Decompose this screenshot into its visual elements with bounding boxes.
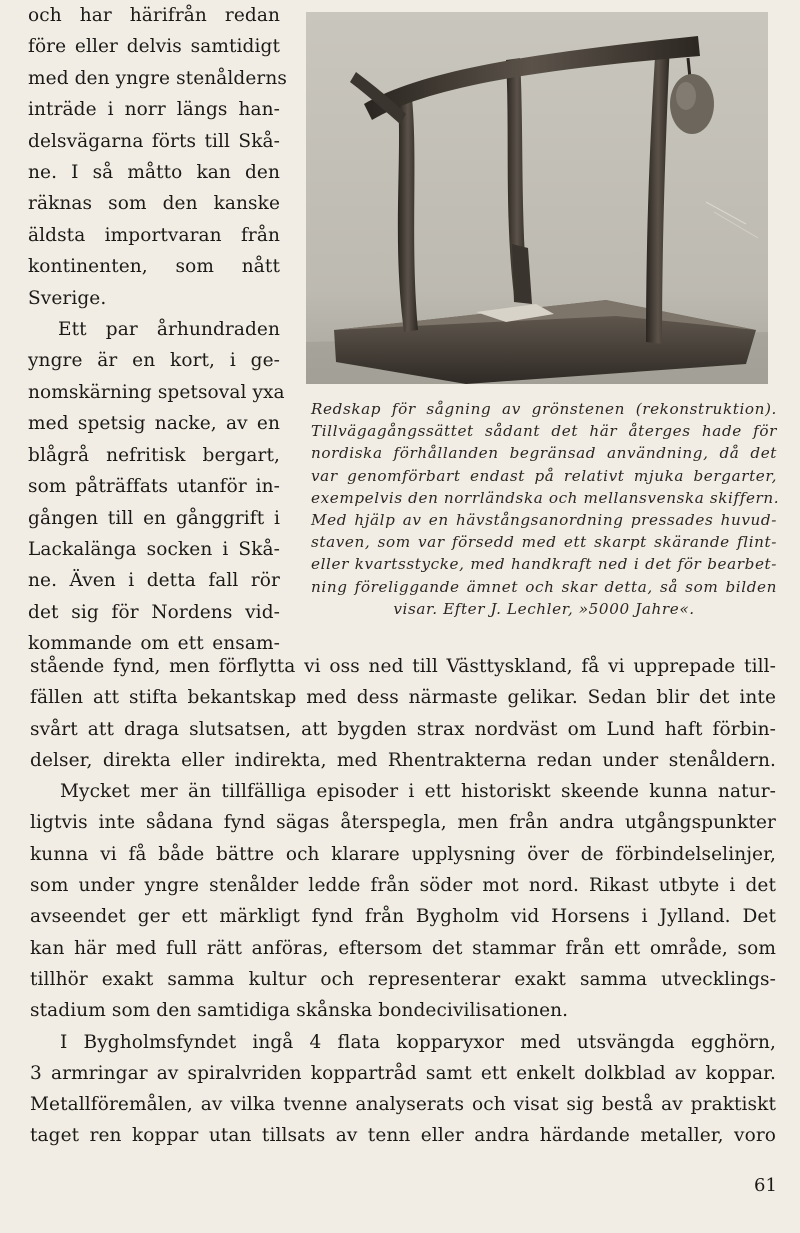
text-line: som under yngre stenålder ledde från söder mot nord. Rikast utbyte i det — [30, 875, 776, 897]
text-line: blågrå nefritisk bergart, — [28, 444, 280, 466]
text-line: 3 armringar av spiralvriden koppartråd samt ett enkelt dolkblad av koppar. — [30, 1062, 776, 1084]
text-line: Mycket mer än tillfälliga episoder i ett historiskt skeende kunna natur- — [60, 781, 776, 803]
caption-line: staven, som var försedd med ett skarpt skärande flint- — [311, 533, 777, 552]
text-line: ligtvis inte sådana fynd sägas återspegla, men från andra utgångspunkter — [30, 812, 776, 834]
figure-caption — [311, 398, 780, 620]
text-line: äldsta importvaran från — [28, 224, 280, 246]
text-line: stadium som den samtidiga skånska bondecivilisationen. — [30, 1000, 569, 1022]
text-line: delsvägarna förts till Skå- — [28, 130, 280, 152]
caption-line: Tillvägagångssättet sådant det här återges hade för — [311, 422, 777, 441]
text-line: svårt att draga slutsatsen, att bygden strax nordväst om Lund haft förbin- — [30, 718, 776, 740]
caption-line: exempelvis den norrländska och mellansvenska skiffern. — [311, 488, 780, 507]
text-line: delser, direkta eller indirekta, med Rhentrakterna redan under stenåldern. — [30, 749, 776, 771]
text-line: inträde i norr längs han- — [28, 99, 280, 121]
page-number: 61 — [754, 1175, 777, 1196]
text-line: räknas som den kanske — [28, 193, 280, 215]
text-line: gången till en gånggrift i — [28, 507, 280, 529]
left-text-column — [28, 0, 287, 660]
text-line: kontinenten, som nått — [28, 256, 280, 278]
text-line: kommande om ett ensam- — [28, 633, 280, 655]
text-line: I Bygholmsfyndet ingå 4 flata kopparyxor med utsvängda egghörn, — [60, 1031, 776, 1053]
caption-line: visar. Efter J. Lechler, »5000 Jahre«. — [393, 599, 695, 618]
text-line: ne. Även i detta fall rör — [28, 570, 280, 592]
text-line: det sig för Nordens vid- — [28, 601, 280, 623]
text-line: Metallföremålen, av vilka tvenne analyserats och visat sig bestå av praktiskt — [30, 1094, 776, 1116]
text-line: Ett par århundraden — [58, 319, 280, 341]
text-line: som påträffats utanför in- — [28, 476, 280, 498]
figure-photo — [306, 12, 768, 384]
text-line: kan här med full rätt anföras, eftersom det stammar från ett område, som — [30, 937, 776, 959]
caption-line: ning föreliggande ämnet och skar detta, så som bilden — [311, 577, 777, 596]
text-line: Lackalänga socken i Skå- — [28, 538, 280, 560]
sawing-tool-illustration — [306, 12, 768, 384]
text-line: fällen att stifta bekantskap med dess närmaste gelikar. Sedan blir det inte — [30, 687, 776, 709]
text-line: tillhör exakt samma kultur och representerar exakt samma utvecklings- — [30, 968, 776, 990]
caption-line: Med hjälp av en hävstångsanordning pressades huvud- — [311, 511, 777, 530]
caption-line: nordiska förhållanden begränsad användning, då det — [311, 444, 777, 463]
text-line: yngre är en kort, i ge- — [28, 350, 280, 372]
text-line: Sverige. — [28, 287, 107, 309]
full-width-text — [30, 651, 776, 1152]
text-line: stående fynd, men förflytta vi oss ned till Västtyskland, få vi upprepade till- — [30, 656, 776, 677]
text-line: nomskärning spetsoval yxa — [28, 381, 285, 403]
text-line: med den yngre stenålderns — [28, 67, 287, 89]
caption-line: eller kvartsstycke, med handkraft ned i det för bearbet- — [311, 555, 777, 574]
text-line: taget ren koppar utan tillsats av tenn eller andra härdande metaller, voro — [30, 1125, 776, 1147]
text-line: ne. I så måtto kan den — [28, 162, 280, 184]
text-line: före eller delvis samtidigt — [28, 36, 280, 58]
text-line: och har härifrån redan — [28, 5, 280, 26]
text-line: kunna vi få både bättre och klarare upplysning över de förbindelselinjer, — [30, 843, 776, 865]
caption-line: Redskap för sågning av grönstenen (rekonstruktion). — [311, 400, 777, 418]
caption-line: var genomförbart endast på relativt mjuka bergarter, — [311, 466, 777, 485]
text-line: med spetsig nacke, av en — [28, 413, 280, 435]
text-line: avseendet ger ett märkligt fynd från Bygholm vid Horsens i Jylland. Det — [30, 906, 776, 928]
